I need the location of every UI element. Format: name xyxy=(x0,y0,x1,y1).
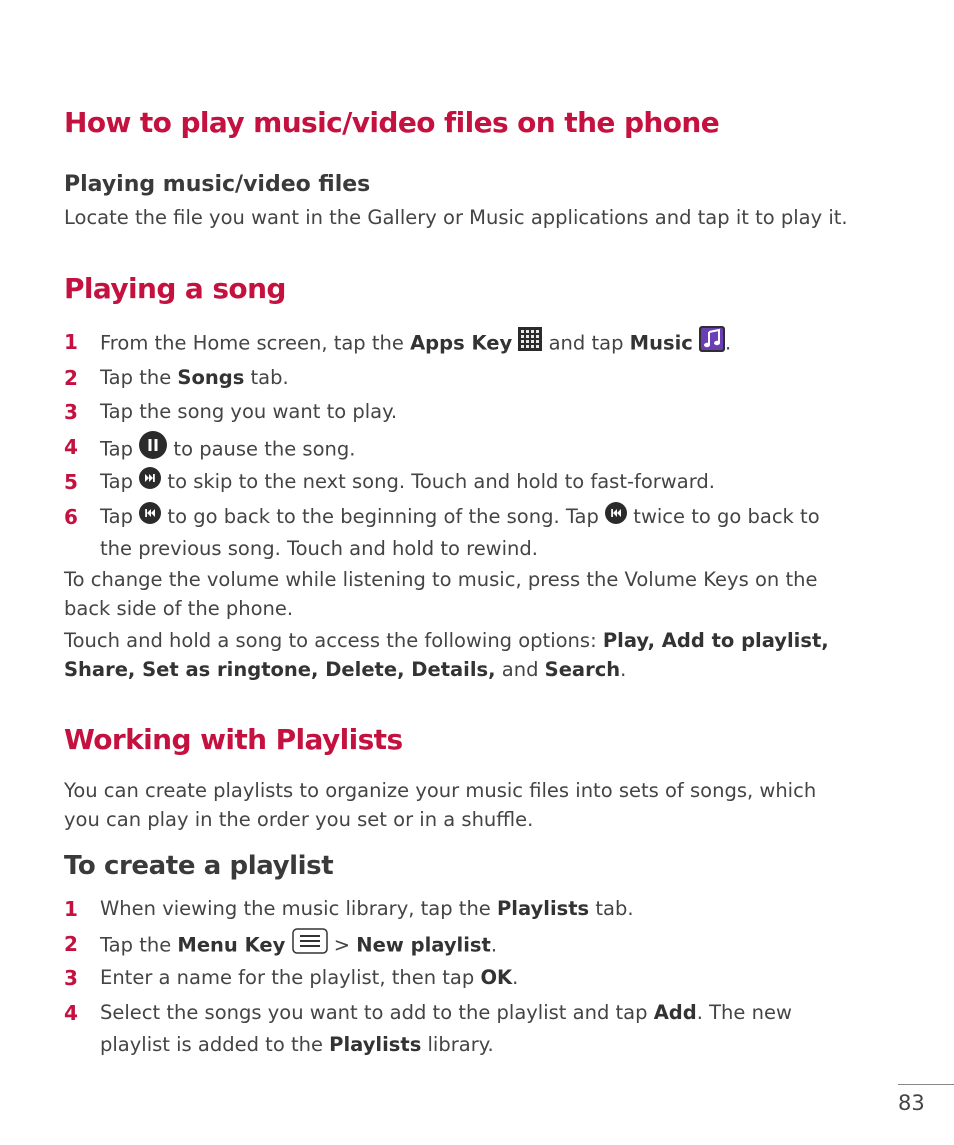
section-title-play-files: How to play music/video files on the phone xyxy=(64,106,720,139)
step-number: 6 xyxy=(64,505,78,529)
step-number: 1 xyxy=(64,897,78,921)
playlist-step-4-continued: playlist is added to the Playlists library. xyxy=(100,1033,494,1056)
step-number: 2 xyxy=(64,932,78,956)
pause-icon xyxy=(139,431,167,469)
step-2: Tap the Songs tab. xyxy=(100,366,289,389)
step-number: 3 xyxy=(64,400,78,424)
volume-note: To change the volume while listening to music, press the Volume Keys on the back side of the phone. xyxy=(64,568,818,620)
page-number: 83 xyxy=(898,1091,925,1115)
step-3: Tap the song you want to play. xyxy=(100,400,398,423)
step-number: 5 xyxy=(64,470,78,494)
playlist-step-4: Select the songs you want to add to the playlist and tap Add. The new xyxy=(100,1001,792,1024)
skip-previous-icon xyxy=(139,502,161,534)
playlist-step-2: Tap the Menu Key > New playlist. xyxy=(100,928,497,964)
skip-next-icon xyxy=(139,467,161,499)
section-title-playlists: Working with Playlists xyxy=(64,723,403,756)
playlist-step-1: When viewing the music library, tap the Playlists tab. xyxy=(100,897,634,920)
playlists-body: You can create playlists to organize your music files into sets of songs, which you can play in the order you set or in a shuffle. xyxy=(64,779,817,831)
play-files-body: Locate the file you want in the Gallery or Music applications and tap it to play it. xyxy=(64,206,848,229)
subheading-create-playlist: To create a playlist xyxy=(64,851,334,881)
step-number: 4 xyxy=(64,435,78,459)
options-note: Touch and hold a song to access the following options: Play, Add to playlist, Share, Set as ringtone, Delete, Details, and Search. xyxy=(64,629,829,681)
step-number: 2 xyxy=(64,366,78,390)
footer-rule xyxy=(898,1084,954,1085)
step-1: From the Home screen, tap the Apps Key and tap Music . xyxy=(100,326,731,362)
step-6: Tap to go back to the beginning of the song. Tap twice to go back to xyxy=(100,501,820,534)
step-5: Tap to skip to the next song. Touch and hold to fast-forward. xyxy=(100,466,715,499)
menu-key-icon xyxy=(292,928,328,964)
music-note-icon xyxy=(699,326,725,362)
step-number: 4 xyxy=(64,1001,78,1025)
step-number: 3 xyxy=(64,966,78,990)
step-number: 1 xyxy=(64,330,78,354)
section-title-playing-song: Playing a song xyxy=(64,272,286,305)
apps-grid-icon xyxy=(518,327,542,361)
subheading-playing-files: Playing music/video files xyxy=(64,172,371,197)
step-6-continued: the previous song. Touch and hold to rewind. xyxy=(100,537,538,560)
playlist-step-3: Enter a name for the playlist, then tap OK. xyxy=(100,966,519,989)
skip-previous-icon xyxy=(605,502,627,534)
step-4: Tap to pause the song. xyxy=(100,431,355,469)
